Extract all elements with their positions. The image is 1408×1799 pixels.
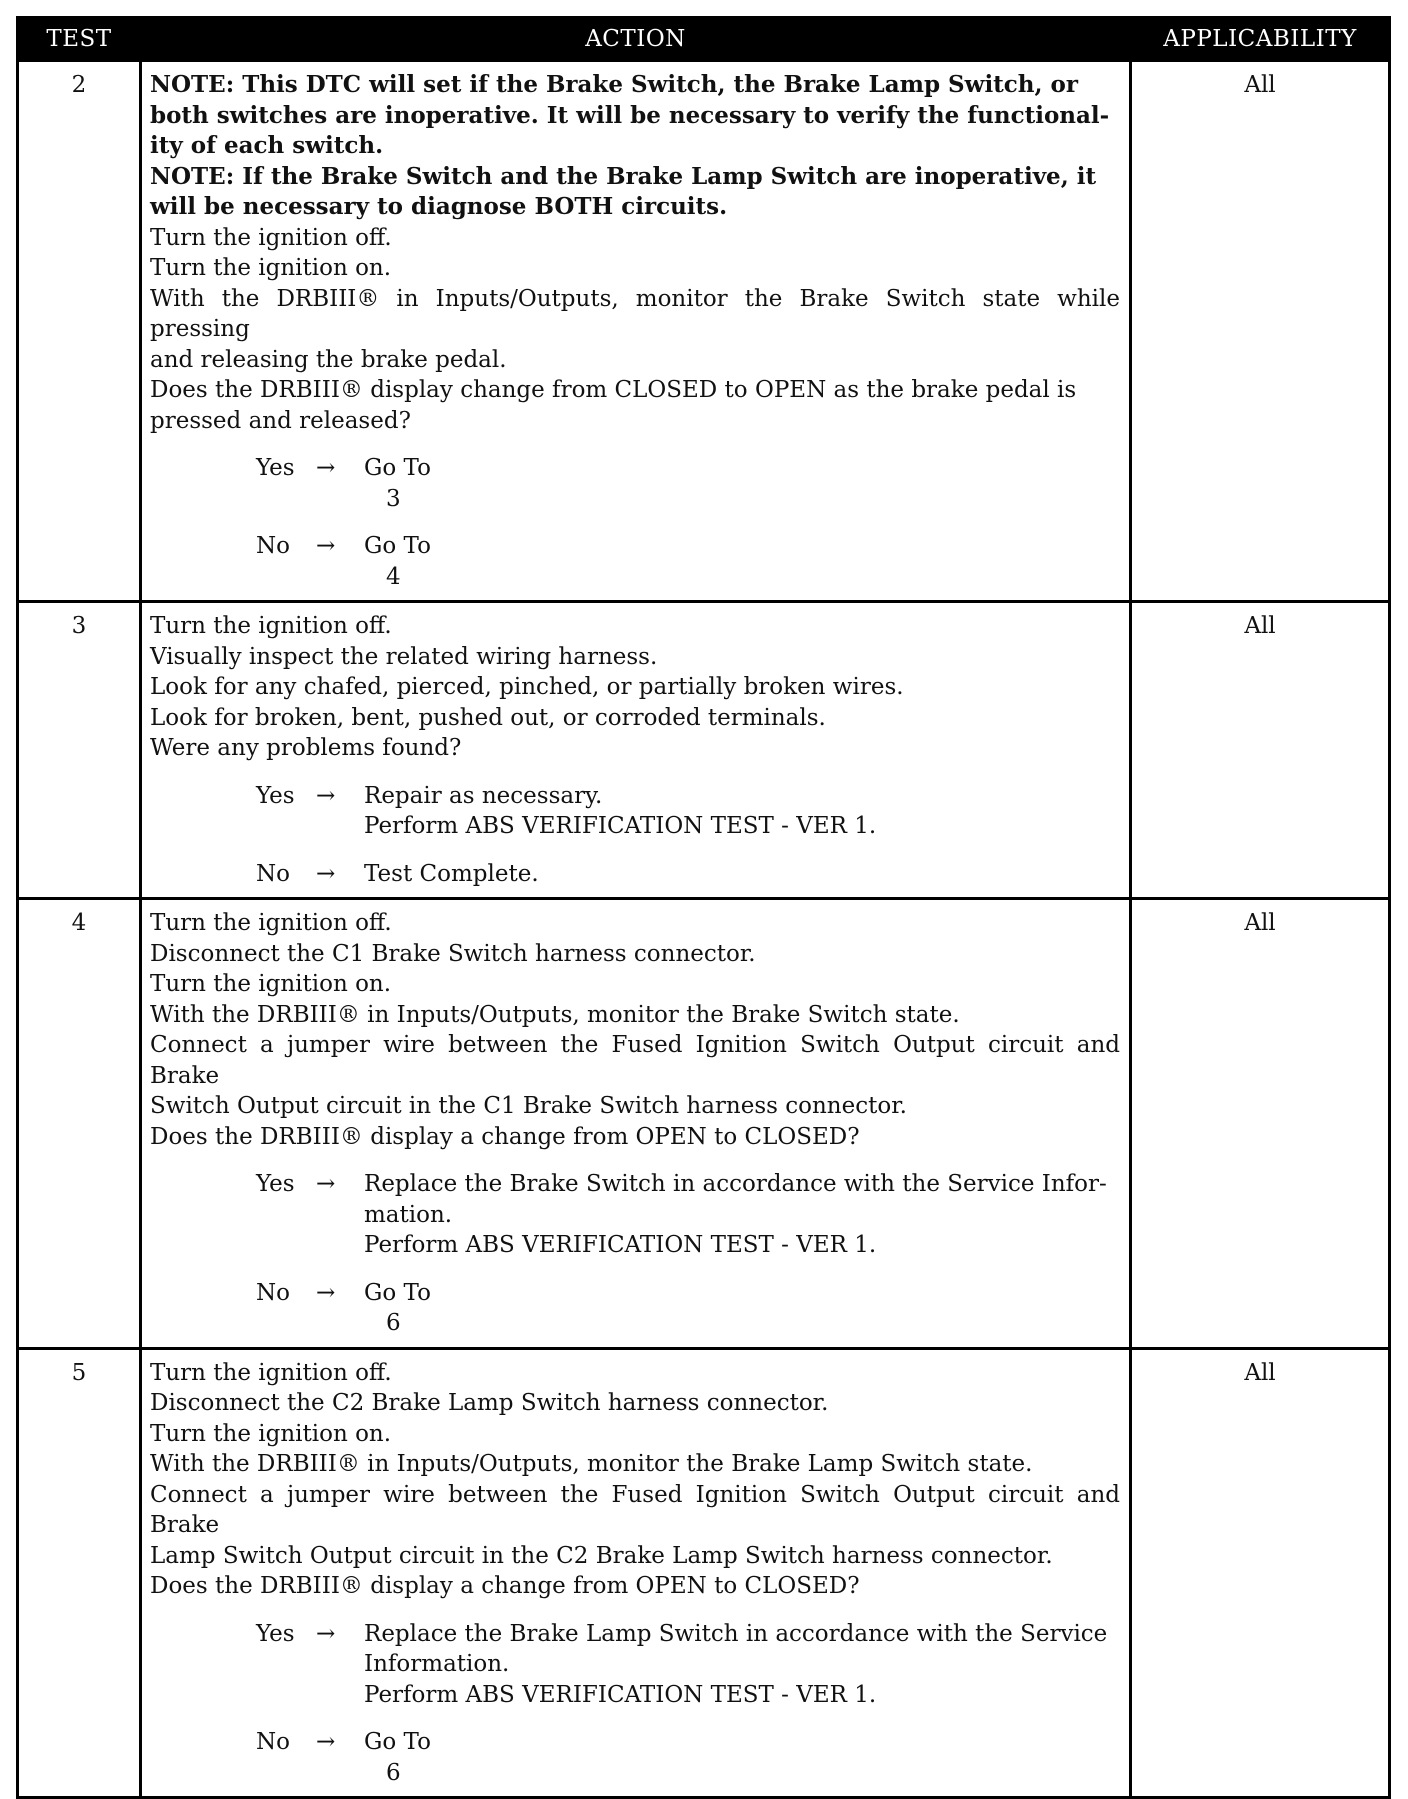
yes-result	[364, 1619, 1120, 1711]
instruction-line: Look for any chafed, pierced, pinched, or partially broken wires.	[150, 674, 904, 700]
action-cell	[141, 61, 1131, 602]
instruction-line: Were any problems found?	[150, 735, 462, 761]
test-number: 2	[18, 61, 141, 602]
test-number: 3	[18, 602, 141, 899]
instruction-line: Turn the ignition off.	[150, 910, 392, 936]
instruction-line: pressed and released?	[150, 407, 411, 434]
note-line: NOTE: If the Brake Switch and the Brake Lamp Switch are inoperative, it	[150, 162, 1097, 190]
instruction-line: Turn the ignition off.	[150, 224, 392, 251]
instruction-line: Turn the ignition off.	[150, 1359, 392, 1386]
result-line: Go To	[364, 1279, 431, 1306]
no-result	[364, 1278, 1120, 1339]
yes-label: Yes	[256, 1620, 295, 1647]
no-label: No	[256, 533, 290, 559]
table-header-row	[18, 18, 1390, 61]
no-label: No	[256, 1279, 290, 1306]
no-branch	[256, 859, 1120, 890]
test-number: 5	[18, 1348, 141, 1798]
instruction-line: Turn the ignition off.	[150, 613, 392, 639]
no-result	[364, 531, 1120, 592]
diagnostic-test-table-page	[16, 16, 1388, 1799]
goto-step-number: 3	[386, 485, 401, 512]
no-result	[364, 1727, 1120, 1788]
note-line: will be necessary to diagnose BOTH circuits.	[150, 193, 728, 220]
instruction-line: Does the DRBIII® display change from CLOSED to OPEN as the brake pedal is	[150, 377, 1077, 403]
instruction-line: Visually inspect the related wiring harness.	[150, 643, 658, 670]
instruction-line: Connect a jumper wire between the Fused Ignition Switch Output circuit and Brake	[150, 1032, 1120, 1089]
yes-branch	[256, 1169, 1120, 1261]
arrow-icon: →	[316, 533, 336, 559]
result-line: Perform ABS VERIFICATION TEST - VER 1.	[364, 1232, 877, 1258]
instruction-line: Turn the ignition on.	[150, 255, 392, 281]
result-line: Perform ABS VERIFICATION TEST - VER 1.	[364, 813, 877, 839]
arrow-icon: →	[316, 782, 336, 809]
diagnostic-test-table	[16, 16, 1391, 1799]
yes-result	[364, 1169, 1120, 1261]
no-result	[364, 859, 1120, 890]
result-line: Replace the Brake Switch in accordance with the Service Infor-	[364, 1171, 1107, 1197]
table-row	[18, 899, 1390, 1349]
arrow-icon: →	[316, 1171, 336, 1197]
instruction-line: With the DRBIII® in Inputs/Outputs, monitor the Brake Lamp Switch state.	[150, 1451, 1033, 1477]
instruction-line: With the DRBIII® in Inputs/Outputs, monitor the Brake Switch state.	[150, 1001, 960, 1028]
applicability-value: All	[1131, 1348, 1390, 1798]
result-line: Information.	[364, 1651, 510, 1677]
applicability-value: All	[1131, 899, 1390, 1349]
no-label: No	[256, 1729, 290, 1755]
yes-result	[364, 781, 1120, 842]
instruction-line: Connect a jumper wire between the Fused Ignition Switch Output circuit and Brake	[150, 1481, 1120, 1538]
table-row	[18, 1348, 1390, 1798]
yes-result	[364, 453, 1120, 514]
result-line: mation.	[364, 1201, 453, 1228]
arrow-icon: →	[316, 455, 336, 481]
note-line: ity of each switch.	[150, 132, 384, 159]
yes-label: Yes	[256, 455, 295, 481]
instruction-line: Disconnect the C1 Brake Switch harness connector.	[150, 940, 756, 967]
arrow-icon: →	[316, 860, 336, 887]
instruction-line: Disconnect the C2 Brake Lamp Switch harness connector.	[150, 1390, 829, 1416]
yes-label: Yes	[256, 1171, 295, 1197]
result-line: Replace the Brake Lamp Switch in accordance with the Service	[364, 1620, 1108, 1647]
action-cell	[141, 1348, 1131, 1798]
yes-branch	[256, 1619, 1120, 1711]
note-line: NOTE: This DTC will set if the Brake Switch, the Brake Lamp Switch, or	[150, 71, 1079, 98]
no-branch	[256, 1727, 1120, 1788]
no-branch	[256, 531, 1120, 592]
result-line: Go To	[364, 1729, 431, 1755]
instruction-line: Lamp Switch Output circuit in the C2 Brake Lamp Switch harness connector.	[150, 1542, 1053, 1569]
yes-label: Yes	[256, 782, 295, 809]
goto-step-number: 6	[386, 1759, 401, 1786]
result-line: Go To	[364, 533, 431, 559]
result-line: Go To	[364, 455, 431, 481]
instruction-line: Turn the ignition on.	[150, 1420, 392, 1447]
arrow-icon: →	[316, 1620, 336, 1647]
header-applicability: APPLICABILITY	[1131, 18, 1390, 61]
instruction-line: Look for broken, bent, pushed out, or corroded terminals.	[150, 704, 826, 731]
table-row	[18, 61, 1390, 602]
header-action: ACTION	[141, 18, 1131, 61]
applicability-value: All	[1131, 602, 1390, 899]
instruction-line: Does the DRBIII® display a change from OPEN to CLOSED?	[150, 1123, 860, 1150]
header-test: TEST	[18, 18, 141, 61]
instruction-line: Does the DRBIII® display a change from OPEN to CLOSED?	[150, 1573, 860, 1599]
arrow-icon: →	[316, 1279, 336, 1306]
instruction-line: Turn the ignition on.	[150, 971, 392, 997]
table-row	[18, 602, 1390, 899]
action-cell	[141, 899, 1131, 1349]
instruction-line: With the DRBIII® in Inputs/Outputs, monitor the Brake Switch state while pressing	[150, 285, 1120, 342]
instruction-line: Switch Output circuit in the C1 Brake Switch harness connector.	[150, 1093, 907, 1119]
applicability-value: All	[1131, 61, 1390, 602]
yes-branch	[256, 781, 1120, 842]
goto-step-number: 6	[386, 1310, 401, 1336]
no-branch	[256, 1278, 1120, 1339]
result-line: Perform ABS VERIFICATION TEST - VER 1.	[364, 1681, 877, 1708]
result-line: Test Complete.	[364, 860, 539, 887]
test-number: 4	[18, 899, 141, 1349]
arrow-icon: →	[316, 1729, 336, 1755]
no-label: No	[256, 860, 290, 887]
yes-branch	[256, 453, 1120, 514]
instruction-line: and releasing the brake pedal.	[150, 346, 507, 373]
action-cell	[141, 602, 1131, 899]
result-line: Repair as necessary.	[364, 782, 603, 809]
goto-step-number: 4	[386, 563, 401, 590]
note-line: both switches are inoperative. It will be necessary to verify the functional-	[150, 101, 1110, 129]
